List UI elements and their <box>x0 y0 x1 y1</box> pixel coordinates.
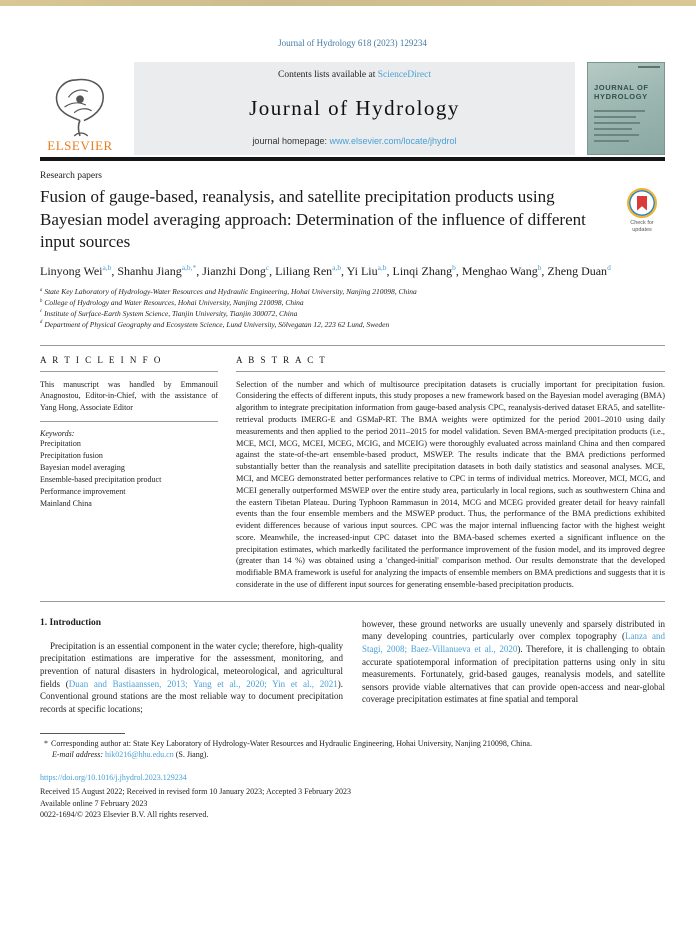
keyword: Precipitation <box>40 439 81 449</box>
author-affil-sup: d <box>607 262 611 272</box>
paragraph-text: however, these ground networks are usually unevenly and sparsely distributed in many developing countries, particularly over complex topography ( <box>362 618 665 642</box>
introduction-heading: 1. Introduction <box>40 617 102 628</box>
author-affil-sup: a,b <box>332 262 342 272</box>
homepage-prefix: journal homepage: <box>252 136 330 146</box>
section-divider <box>40 601 665 602</box>
introduction-paragraph-continued <box>362 618 665 706</box>
keyword: Ensemble-based precipitation product <box>40 475 162 485</box>
affiliation-list <box>40 287 665 331</box>
article-footer <box>40 773 665 821</box>
journal-homepage-link[interactable]: www.elsevier.com/locate/jhydrol <box>329 136 457 146</box>
author-affil-sup: c <box>265 262 270 272</box>
author: Linyong Wei$^{a,b}$, <box>40 262 118 278</box>
section-divider <box>40 345 665 346</box>
author-affil-sup: a,b,* <box>181 262 197 272</box>
keyword: Precipitation fusion <box>40 451 103 461</box>
crossmark-label-line1: Check for <box>630 220 654 226</box>
doi-link[interactable]: https://doi.org/10.1016/j.jhydrol.2023.129234 <box>40 772 187 782</box>
journal-masthead <box>134 62 575 155</box>
author: Yi Liu$^{a,b}$, <box>346 262 393 278</box>
contents-line <box>278 70 431 80</box>
journal-cover-thumbnail[interactable] <box>587 62 665 155</box>
asterisk: * <box>44 739 48 749</box>
header-divider-bar <box>40 157 665 161</box>
scan-edge-strip <box>0 0 696 6</box>
crossmark-label-line2: updates <box>632 226 652 233</box>
paragraph-text: ). Therefore, it is challenging to obtain accurate spatiotemporal information of precipitation patterns using only in situ measurements. Fortunately, grid-based gauges, reanalysis models, and satellite sensors provide viable alternatives that can provide open-access and near-global coverage precipitation estimates at fine spatial and temporal <box>362 643 666 705</box>
affiliation: $^b$ College of Hydrology and Water Resources, Hohai University, Nanjing 210098, China <box>40 298 304 308</box>
article-info-column <box>40 355 218 591</box>
abstract-heading: A B S T R A C T <box>236 354 327 365</box>
cover-editor-lines <box>594 110 658 142</box>
crossmark-badge[interactable] <box>619 186 665 254</box>
footnote-block <box>40 733 665 759</box>
journal-citation: Journal of Hydrology 618 (2023) 129234 <box>278 38 427 48</box>
author: Liliang Ren$^{a,b}$, <box>275 262 347 278</box>
email-link[interactable]: hik0216@hhu.edu.cn <box>105 749 174 759</box>
body-right-column <box>362 618 665 716</box>
elsevier-wordmark: ELSEVIER <box>47 138 113 153</box>
crossmark-label <box>619 220 665 233</box>
author-affil-sup: b <box>537 262 542 272</box>
footnote-text: Corresponding author at: State Key Laboratory of Hydrology-Water Resources and Hydraulic Engineering, Hohai University, Nanjing 210098, China. <box>51 739 532 749</box>
cover-decoration <box>638 66 660 68</box>
cover-title <box>594 83 658 102</box>
affiliation: $^a$ State Key Laboratory of Hydrology-Water Resources and Hydraulic Engineering, Hohai University, Nanjing 210098, China <box>40 287 417 297</box>
author-affil-sup: a,b <box>377 262 387 272</box>
author: Jianzhi Dong$^c$, <box>202 262 276 278</box>
cover-title-line1: JOURNAL OF <box>594 83 649 92</box>
author: Linqi Zhang$^b$, <box>392 262 462 278</box>
homepage-line <box>252 136 456 146</box>
sciencedirect-link[interactable]: ScienceDirect <box>377 70 431 80</box>
editor-note: This manuscript was handled by Emmanouil Anagnostou, Editor-in-Chief, with the assistance of Yang Hong, Associate Editor <box>40 379 218 412</box>
article-type-label: Research papers <box>40 171 102 181</box>
available-online: Available online 7 February 2023 <box>40 798 148 808</box>
author-affil-sup: b <box>452 262 456 272</box>
corresponding-author-note <box>40 738 665 750</box>
keyword: Performance improvement <box>40 487 126 497</box>
body-left-column <box>40 618 343 716</box>
keyword: Mainland China <box>40 499 92 509</box>
elsevier-tree-icon <box>51 74 109 140</box>
author-list <box>40 263 665 279</box>
crossmark-icon <box>627 188 657 218</box>
paragraph-text: Precipitation is an essential component in the water cycle; therefore, high-quality precipitation estimations are imperative for the assessment, monitoring, and prevention of natural disasters in hydrological, meteorological, and agricultural fields ( <box>40 640 343 689</box>
body-text-columns <box>40 618 665 716</box>
citation-link[interactable]: Duan and Bastiaanssen, 2013; Yang et al., 2020; Yin et al., 2021 <box>68 678 338 689</box>
contents-prefix: Contents lists available at <box>277 70 378 80</box>
introduction-paragraph <box>40 640 343 716</box>
rule <box>40 371 218 372</box>
email-line <box>52 750 665 759</box>
elsevier-logo <box>40 62 120 155</box>
citation-link[interactable]: Lanza and Stagi, 2008; Baez-Villanueva et al., 2020 <box>362 631 665 654</box>
bookmark-icon <box>637 196 647 211</box>
keywords-label: Keywords: <box>40 429 75 439</box>
received-dates: Received 15 August 2022; Received in revised form 10 January 2023; Accepted 3 February 2023 <box>40 786 352 796</box>
author: Menghao Wang$^b$, <box>461 262 548 278</box>
affiliation: $^d$ Department of Physical Geography and Ecosystem Science, Lund University, Sölvegatan 12, 223 62 Lund, Sweden <box>40 319 390 329</box>
rule <box>236 371 665 372</box>
title-row <box>40 186 665 254</box>
abstract-text: Selection of the number and which of multisource precipitation datasets is crucially important for precipitation fusion. Considering the effects of different inputs, this study proposes a new framework based on the Bayesian model averaging (BMA) algorithm to integrate precipitation information from gauge-based analysis CPC, reanalysis-derived dataset ERA5, and satellite-retrieval products IMERG-E and GSMaP-RT. The BMA weights were optimized for the period 2001–2010 using daily measurements and then applied to the period 2011–2015 for model validation. Seven BMA-merged precipitation products (i.e., MCE, MCI, MCG, MCEI, MCEG, MCIG, and MCEIG) were thoroughly evaluated across mainland China and then compared against the state-of-the-art ensemble-based product, MSWEP. The results indicate that the BMA predictions performed substantially better than the reanalysis and satellite precipitation datasets in both daily statistics and seasonal analyses. MCE, MCI, and MCEG demonstrated better performances relative to CPC in terms of individual metrics. Moreover, MCI, MCG, and MCEI generally outperformed MSWEP over the entire study area, particularly in local regions, such as southwestern China and the eastern Tibetan Plateau. During Typhoon Rammasun in 2014, MCG and MCEG provided greater detail for heavy rainfall events than the four ensemble members and the MSWEP product. Thus, the performance of the BMA predictions exhibited evident differences because of various input sources. CPC was the major internal influencing factor with the highest weight score. Meanwhile, the increased-input CPC dataset into the BMA-based schemes exerted a significant influence on the precipitation estimates, which markedly facilitated the performance improvement of the fusion model, and its improved degree (greater than 14 %) was obtained using a 'changed-initial' comparison method. Our results demonstrate that the developed modifiable BMA framework is useful for analyzing the impacts of ensemble members on BMA predictions and suggests that it is considerate in the use of different input sources for generating ensemble-based precipitation products. <box>236 379 665 589</box>
journal-title: Journal of Hydrology <box>249 95 460 120</box>
email-label: E-mail address: <box>52 749 104 759</box>
footnote-rule <box>40 733 125 734</box>
cover-title-line2: HYDROLOGY <box>594 92 648 102</box>
author: Shanhu Jiang$^{a,b,*}$, <box>117 262 203 278</box>
affiliation: $^c$ Institute of Surface-Earth System Science, Tianjin University, Tianjin 300072, China <box>40 308 298 318</box>
keyword: Bayesian model averaging <box>40 463 125 473</box>
info-abstract-section <box>40 355 665 591</box>
abstract-column <box>236 355 665 591</box>
journal-header <box>40 62 665 155</box>
paper-title: Fusion of gauge-based, reanalysis, and satellite precipitation products using Bayesian model averaging approach: Determination of the influence of different input sources <box>40 187 586 252</box>
email-suffix: (S. Jiang). <box>173 749 209 759</box>
author-affil-sup: a,b <box>102 262 112 272</box>
article-info-heading: A R T I C L E I N F O <box>40 354 163 365</box>
rule <box>40 421 218 422</box>
author: Zheng Duan$^d$ <box>547 262 611 278</box>
paragraph-text: ). Conventional ground stations are the most reliable way to document precipitation records at specific locations; <box>40 678 343 714</box>
issn-copyright: 0022-1694/© 2023 Elsevier B.V. All rights reserved. <box>40 810 209 820</box>
